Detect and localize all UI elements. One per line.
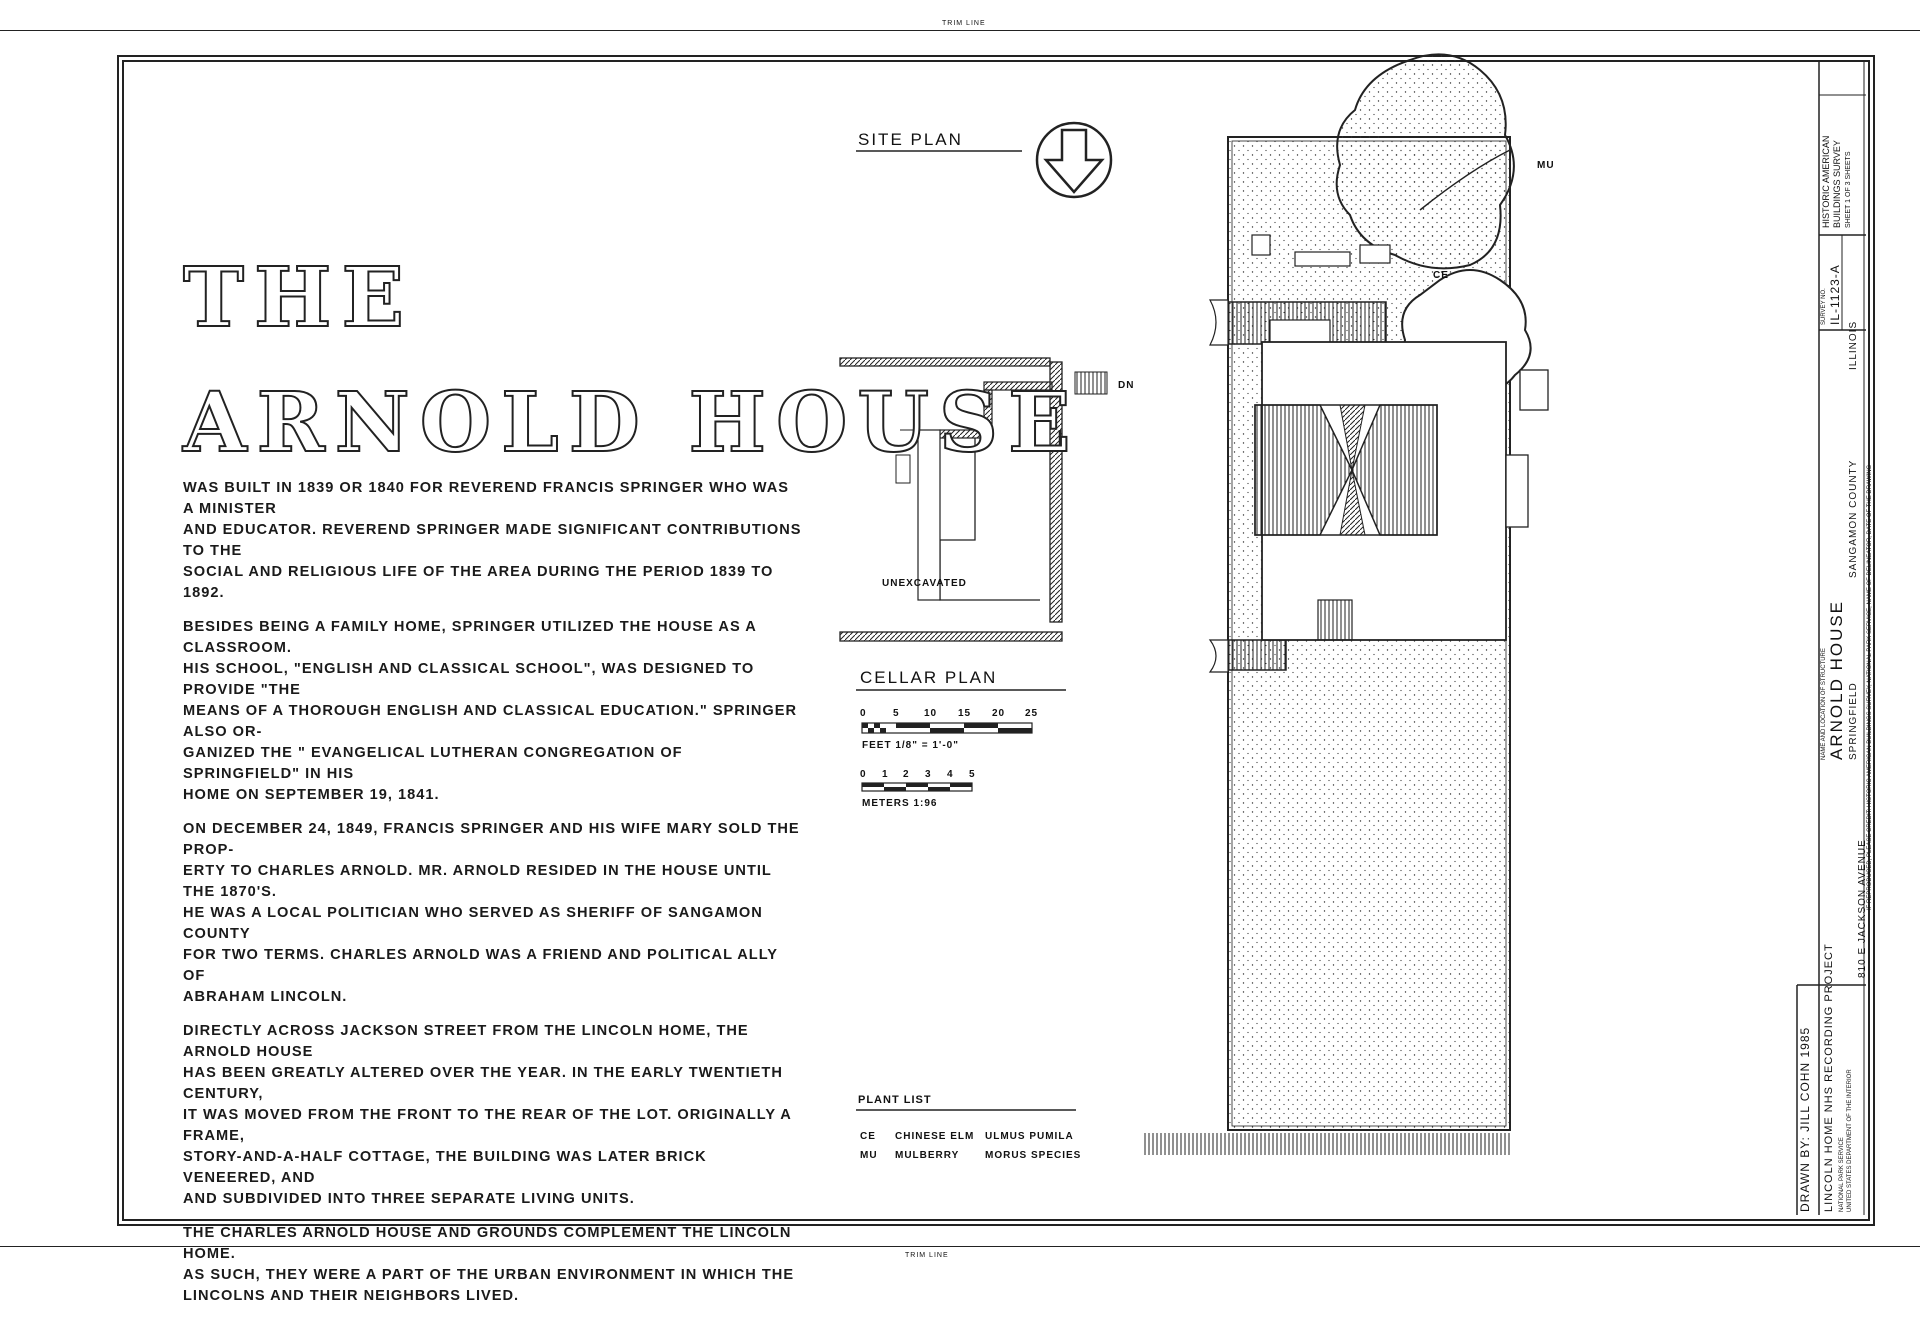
title-block-habs-2: BUILDINGS SURVEY [1832,140,1842,228]
plant-row-2-common: MULBERRY [895,1150,960,1161]
scale-feet-caption: FEET 1/8" = 1'-0" [862,740,959,751]
body-text [183,478,803,1320]
paragraph-3: ON DECEMBER 24, 1849, FRANCIS SPRINGER AND HIS WIFE MARY SOLD THE PROP- ERTY TO CHARLES ARNOLD. MR. ARNOLD RESIDED IN THE HOUSE UNTIL THE 1870'S. HE WAS A LOCAL POLITICIAN WHO SERVED AS SHERIFF OF SANGAMON COUNTY FOR TWO TERMS. CHARLES ARNOLD WAS A FRIEND AND POLITICAL ALLY OF ABRAHAM LINCOLN. [183,821,800,1005]
scale-meters-tick-0: 0 [860,769,867,780]
scale-meters-tick-1: 1 [882,769,889,780]
plant-row-2-code: MU [860,1150,878,1161]
trim-label-top: TRIM LINE [942,20,986,27]
title-block-survey-caption: SURVEY NO. [1821,288,1827,325]
paragraph-4: DIRECTLY ACROSS JACKSON STREET FROM THE LINCOLN HOME, THE ARNOLD HOUSE HAS BEEN GREATLY ALTERED OVER THE YEAR. IN THE EARLY TWENTIETH CENTURY, IT WAS MOVED FROM THE FRONT TO THE REAR OF THE LOT. ORIGINALLY A FRAME, STORY-AND-A-HALF COTTAGE, THE BUILDING WAS LATER BRICK VENEERED, AND AND SUBDIVIDED INTO THREE SEPARATE LIVING UNITS. [183,1023,792,1207]
plant-row-1-code: CE [860,1131,876,1142]
scale-bar-feet [862,723,1032,733]
title-block-credit-line: IF REPRODUCED, PLEASE CREDIT: HISTORIC AMERICAN BUILDINGS SURVEY, NATIONAL PARK SERVICE, NAME OF DELINEATOR, DATE OF THE DRAWING [1867,464,1873,910]
title-block-county: SANGAMON COUNTY [1848,459,1859,578]
title-line-1: THE [183,250,414,346]
title-block-name-caption: NAME AND LOCATION OF STRUCTURE [1821,648,1827,760]
scale-feet-tick-5: 5 [893,708,900,719]
tree-label-mu: MU [1537,160,1555,171]
paragraph-5: THE CHARLES ARNOLD HOUSE AND GROUNDS COMPLEMENT THE LINCOLN HOME. AS SUCH, THEY WERE A PART OF THE URBAN ENVIRONMENT IN WHICH THE LINCOLNS AND THEIR NEIGHBORS LIVED. [183,1225,795,1304]
site-plan-drawing [1143,54,1548,1155]
cellar-plan-label: CELLAR PLAN [860,668,998,687]
title-block-habs-1: HISTORIC AMERICAN [1821,135,1831,228]
scale-meters-tick-5: 5 [969,769,976,780]
paragraph-1: WAS BUILT IN 1839 OR 1840 FOR REVEREND FRANCIS SPRINGER WHO WAS A MINISTER AND EDUCATOR. REVEREND SPRINGER MADE SIGNIFICANT CONTRIBUTIONS TO THE SOCIAL AND RELIGIOUS LIFE OF THE AREA DURING THE PERIOD 1839 TO 1892. [183,480,802,601]
scale-feet-tick-10: 10 [924,708,938,719]
title-block-address: 810 E JACKSON AVENUE [1857,839,1868,978]
tree-label-ce: CE [1433,270,1449,281]
scale-feet-tick-25: 25 [1025,708,1039,719]
title-block-state: ILLINOIS [1848,320,1859,370]
plant-list-heading: PLANT LIST [858,1094,932,1106]
scale-feet-tick-20: 20 [992,708,1006,719]
title-line-2: ARNOLD HOUSE [183,375,1081,471]
scale-feet-tick-0: 0 [860,708,867,719]
scale-meters-tick-4: 4 [947,769,954,780]
title-block-drawn-by: DRAWN BY: JILL COHN 1985 [1798,1026,1812,1212]
trim-label-bottom: TRIM LINE [905,1252,949,1259]
plant-row-1-botanical: ULMUS PUMILA [985,1131,1074,1142]
title-block-agency-1: NATIONAL PARK SERVICE [1839,1137,1845,1212]
scale-meters-tick-3: 3 [925,769,932,780]
north-arrow-icon [1037,123,1111,197]
title-block-survey-no: IL-1123-A [1828,264,1842,325]
scale-meters-caption: METERS 1:96 [862,798,938,809]
plant-row-1-common: CHINESE ELM [895,1131,975,1142]
title-block-project: LINCOLN HOME NHS RECORDING PROJECT [1823,943,1835,1212]
scale-bar-meters [862,783,972,791]
title-block-structure-name: ARNOLD HOUSE [1827,599,1846,760]
scale-meters-tick-2: 2 [903,769,910,780]
plant-row-2-botanical: MORUS SPECIES [985,1150,1082,1161]
title-block-city: SPRINGFIELD [1848,682,1859,760]
paragraph-2: BESIDES BEING A FAMILY HOME, SPRINGER UTILIZED THE HOUSE AS A CLASSROOM. HIS SCHOOL, "ENGLISH AND CLASSICAL SCHOOL", WAS DESIGNED TO PROVIDE "THE MEANS OF A THOROUGH ENGLISH AND CLASSICAL EDUCATION." SPRINGER ALSO OR- GANIZED THE " EVANGELICAL LUTHERAN CONGREGATION OF SPRINGFIELD" IN HIS HOME ON SEPTEMBER 19, 1841. [183,619,798,803]
stair-dn-label: DN [1118,380,1135,391]
unexcavated-label: UNEXCAVATED [882,578,967,589]
title-block-sheet-of: SHEET 1 OF 3 SHEETS [1845,151,1852,228]
title-block-agency-2: UNITED STATES DEPARTMENT OF THE INTERIOR [1847,1069,1853,1212]
scale-feet-tick-15: 15 [958,708,972,719]
site-plan-label: SITE PLAN [858,130,963,149]
